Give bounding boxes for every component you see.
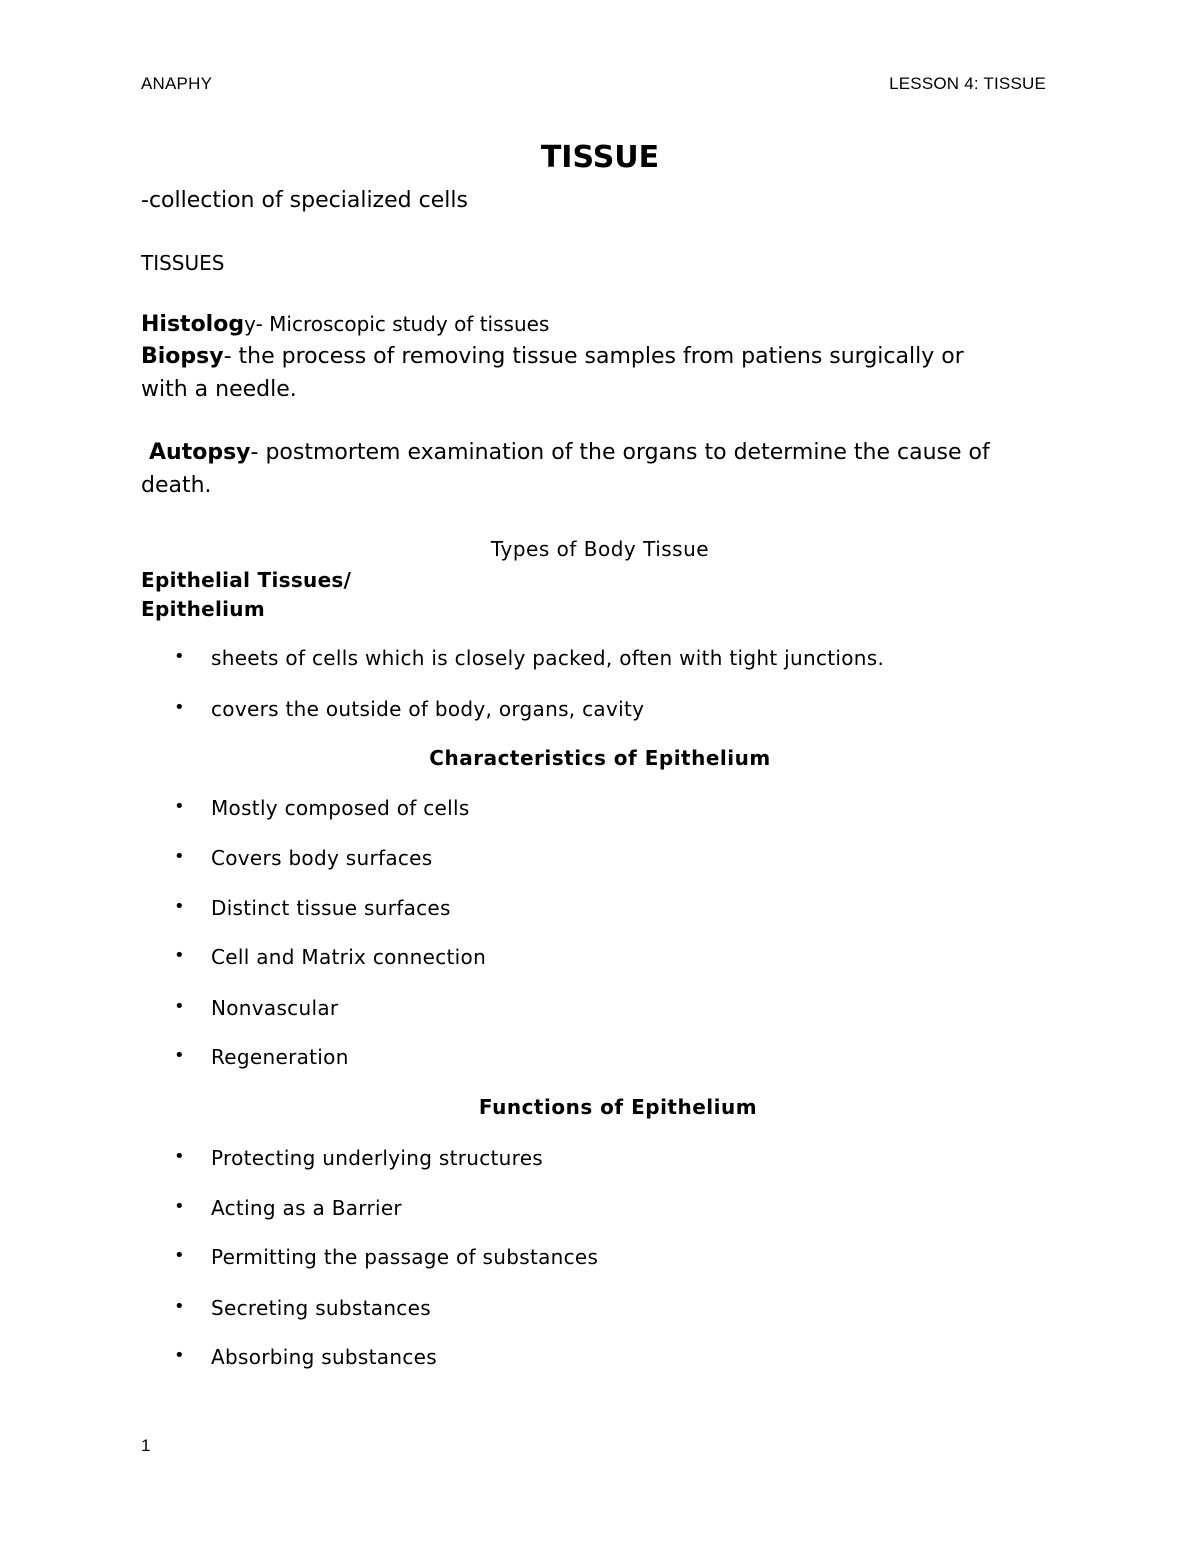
page-number: 1 [141, 1436, 151, 1455]
bullet-icon: • [174, 1045, 185, 1066]
autopsy-text-line1: - postmortem examination of the organs to determine the cause of [250, 440, 990, 465]
bullet-icon: • [174, 945, 185, 966]
characteristics-heading: Characteristics of Epithelium [429, 746, 771, 770]
biopsy-text-line1: - the process of removing tissue samples from patiens surgically or [223, 344, 964, 369]
tissues-label: TISSUES [141, 251, 225, 275]
autopsy-definition [149, 436, 990, 469]
bullet-icon: • [174, 996, 185, 1017]
bullet-icon: • [174, 1345, 185, 1366]
biopsy-text-line2: with a needle. [141, 377, 297, 402]
histology-text: - Microscopic study of tissues [255, 312, 550, 336]
epithelial-heading-line2: Epithelium [141, 597, 265, 621]
page-title: TISSUE [540, 140, 660, 175]
histology-definition [141, 308, 549, 341]
header-course: ANAPHY [141, 74, 213, 93]
histology-term: Histolog [141, 312, 245, 337]
autopsy-text-line2: death. [141, 473, 212, 498]
header-lesson: LESSON 4: TISSUE [889, 74, 1046, 93]
epithelial-heading-line1: Epithelial Tissues/ [141, 568, 352, 592]
types-heading: Types of Body Tissue [490, 537, 710, 561]
bullet-icon: • [174, 697, 185, 718]
biopsy-term: Biopsy [141, 344, 224, 369]
bullet-icon: • [174, 796, 185, 817]
biopsy-definition [141, 340, 964, 373]
bullet-icon: • [174, 846, 185, 867]
bullet-icon: • [174, 896, 185, 917]
bullet-icon: • [174, 1245, 185, 1266]
histology-term-rest: y [244, 312, 256, 336]
autopsy-term: Autopsy [149, 440, 251, 465]
document-page: ANAPHY LESSON 4: TISSUE TISSUE -collection of specialized cells TISSUES Histology- Microscopic study of tissues Biopsy- the process of removing tissue samples from patiens surgically or with a needle. Autopsy- postmortem examination of the organs to determine the cause of death. Types of Body Tissue Epithelial Tissues/ Epithelium • sheets of cells which is closely packed, often with tight junctions. • covers the outside of body, organs, cavity Characteristics of Epithelium • Mostly composed of cells • Covers body surfaces • Distinct tissue surfaces • Cell and Matrix connection • Nonvascular • Regeneration Functions of Epithelium • Protecting underlying structures • Acting as a Barrier • Permitting the passage of substances • Secreting substances • Absorbing substances 1 [0, 0, 1200, 1553]
intro-text: -collection of specialized cells [141, 188, 468, 213]
bullet-icon: • [174, 646, 185, 667]
functions-heading: Functions of Epithelium [478, 1095, 758, 1119]
bullet-icon: • [174, 1296, 185, 1317]
bullet-icon: • [174, 1146, 185, 1167]
bullet-icon: • [174, 1196, 185, 1217]
